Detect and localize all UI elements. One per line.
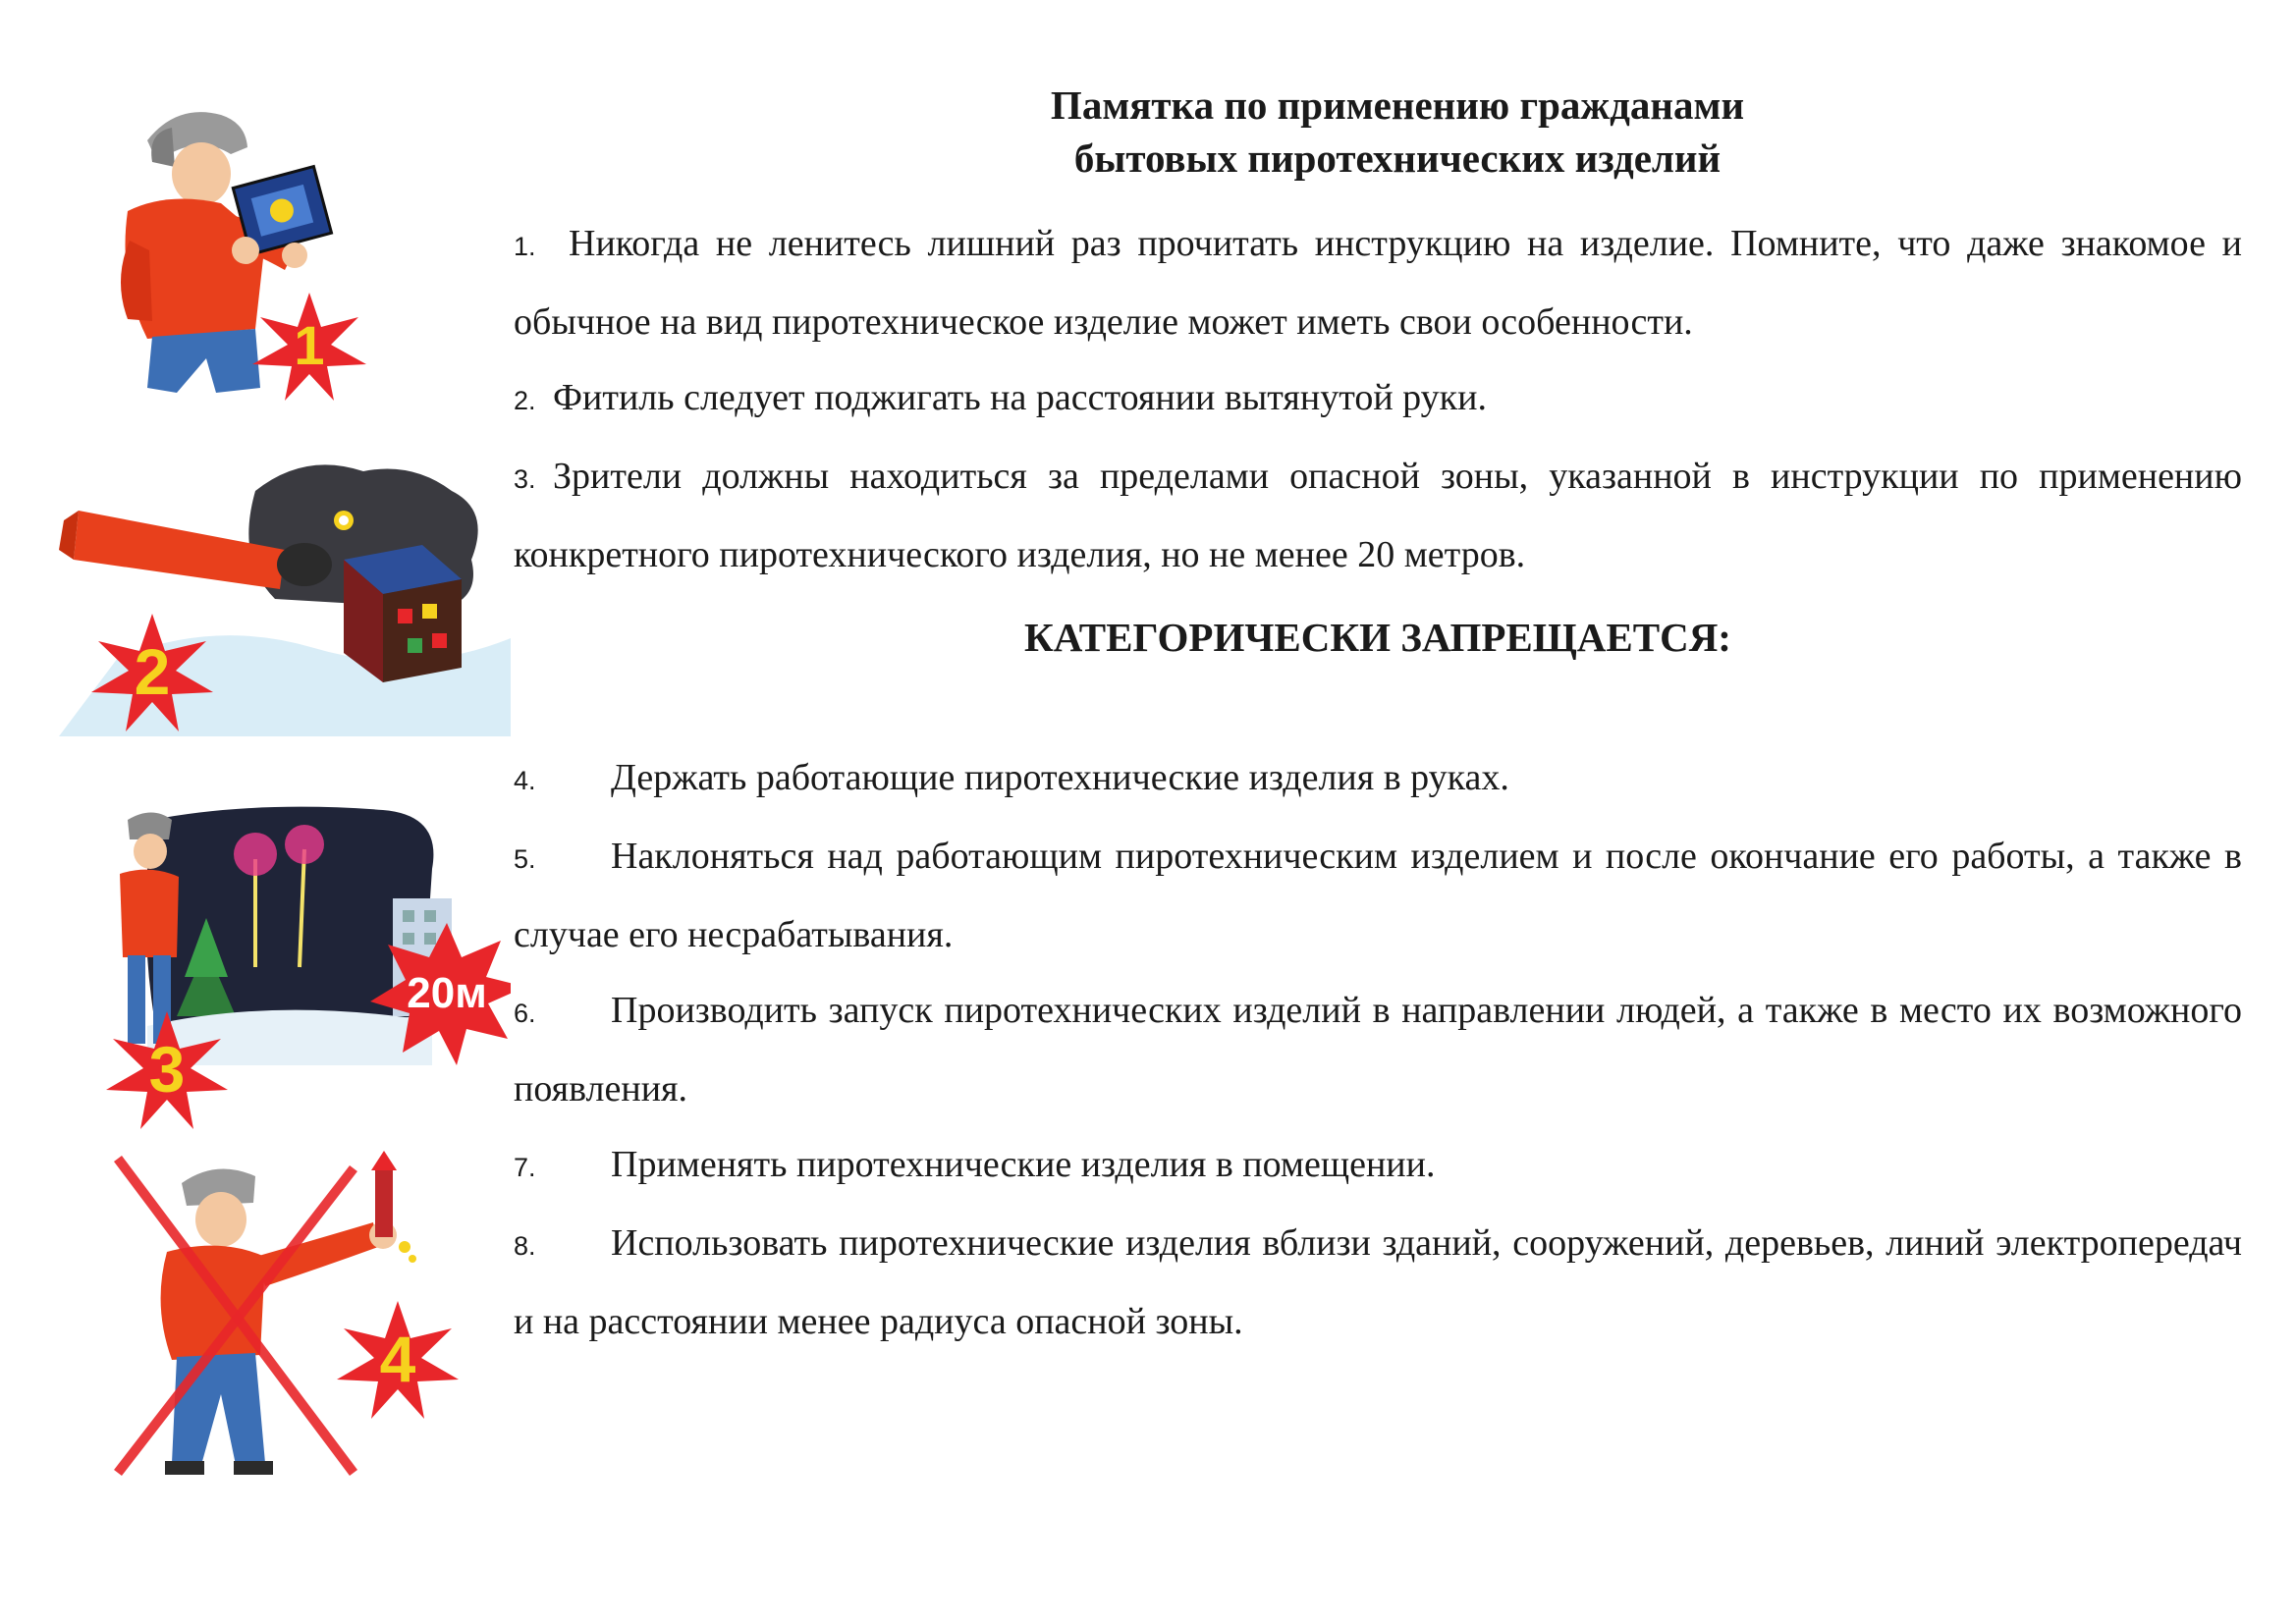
prohibited-item-8 [514, 1206, 2242, 1360]
rule-text: Производить запуск пиротехнических изделий в направлении людей, а также в место их возможного появления. [514, 990, 2242, 1109]
illustration-4 [59, 1149, 511, 1483]
illustration-2 [59, 452, 511, 736]
distance-label: 20м [407, 969, 487, 1017]
badge-number-2: 2 [134, 635, 171, 708]
prohibited-item-6 [514, 973, 2242, 1127]
rule-number: 2. [514, 386, 536, 415]
prohibited-item-4 [514, 740, 2242, 819]
hand-lighting-fuse-icon [59, 452, 511, 736]
illustration-1 [59, 93, 511, 407]
rule-number: 5. [514, 844, 536, 874]
rule-text: Применять пиротехнические изделия в помещении. [611, 1144, 1436, 1185]
rule-text: Фитиль следует поджигать на расстоянии вытянутой руки. [553, 377, 1487, 418]
rule-number: 8. [514, 1231, 536, 1261]
memo-title [514, 79, 2242, 185]
badge-number-4: 4 [379, 1323, 416, 1395]
rule-text: Зрители должны находиться за пределами опасной зоны, указанной в инструкции по применению конкретного пиротехнического изделия, но не менее 20 метров. [514, 456, 2242, 575]
rule-text: Использовать пиротехнические изделия вблизи зданий, сооружений, деревьев, линий электропередач и на расстоянии менее радиуса опасной зоны. [514, 1222, 2242, 1342]
rule-item-3 [514, 439, 2242, 593]
crossed-out-handheld-firework-icon [59, 1149, 511, 1483]
rule-text: Держать работающие пиротехнические изделия в руках. [611, 757, 1509, 798]
rule-number: 6. [514, 999, 536, 1028]
rule-number: 1. [514, 232, 536, 261]
badge-number-1: 1 [294, 314, 325, 376]
rule-number: 7. [514, 1153, 536, 1182]
title-line-1: Памятка по применению гражданами [1050, 82, 1745, 128]
prohibited-heading: КАТЕГОРИЧЕСКИ ЗАПРЕЩАЕТСЯ: [1024, 615, 1731, 660]
illustration-3 [59, 800, 511, 1134]
rule-text: Никогда не ленитесь лишний раз прочитать инструкцию на изделие. Помните, что даже знакомое и обычное на вид пиротехническое изделие может иметь свои особенности. [514, 223, 2242, 343]
rule-number: 3. [514, 464, 536, 494]
badge-number-3: 3 [148, 1033, 186, 1106]
rule-text: Наклоняться над работающим пиротехническим изделием и после окончание его работы, а также в случае его несрабатывания. [514, 836, 2242, 955]
prohibited-item-7 [514, 1127, 2242, 1206]
prohibited-item-5 [514, 819, 2242, 973]
rule-item-2 [514, 360, 2242, 439]
spectators-safe-distance-icon [59, 800, 511, 1134]
person-reading-instructions-icon [59, 93, 511, 407]
rule-number: 4. [514, 766, 536, 795]
title-line-2: бытовых пиротехнических изделий [1073, 135, 1722, 181]
memo-content [514, 79, 2242, 1360]
rule-item-1 [514, 206, 2242, 360]
